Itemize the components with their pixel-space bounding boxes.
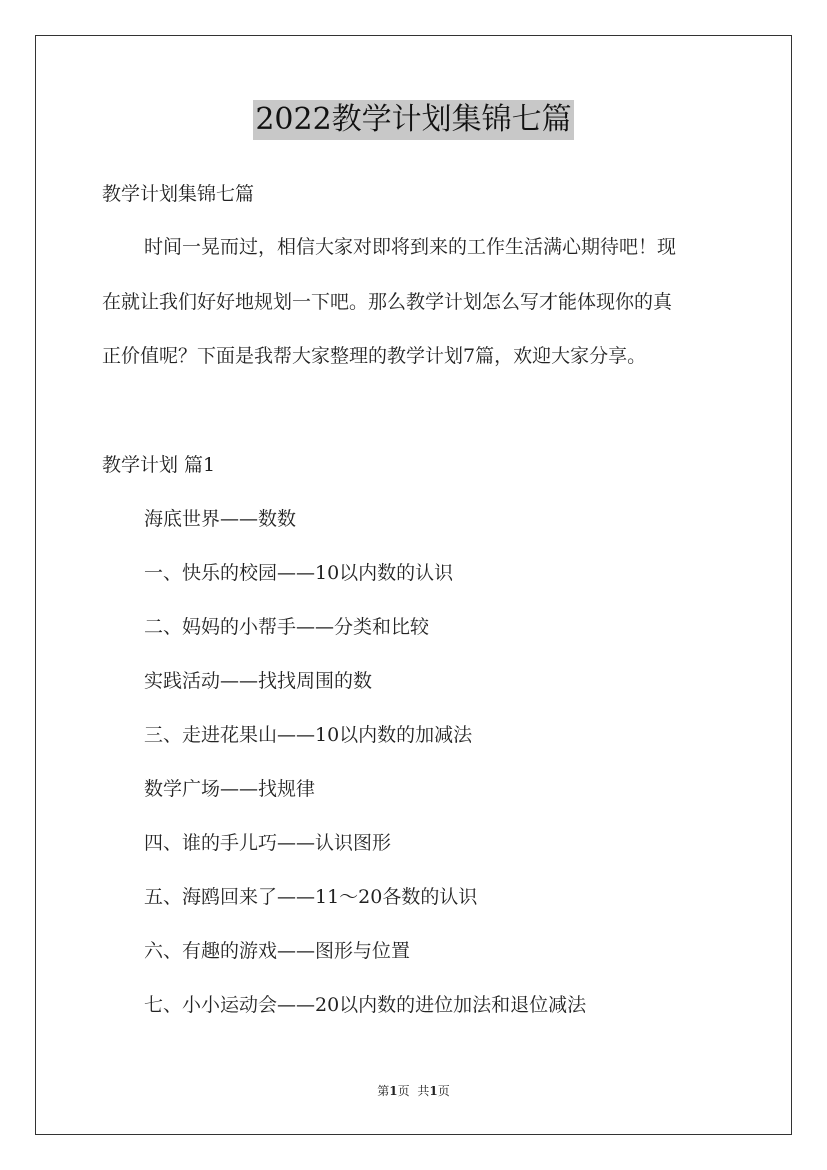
list-item: 七、小小运动会——20以内数的进位加法和退位减法: [144, 994, 587, 1016]
footer-page-number: 1: [389, 1084, 398, 1098]
footer-page-prefix: 第: [377, 1084, 390, 1098]
intro-line-1: 时间一晃而过，相信大家对即将到来的工作生活满心期待吧！现: [144, 236, 677, 258]
list-item: 实践活动——找找周围的数: [144, 670, 373, 692]
list-item: 三、走进花果山——10以内数的加减法: [144, 724, 473, 746]
title-container: [0, 100, 827, 140]
list-item: 二、妈妈的小帮手——分类和比较: [144, 616, 430, 638]
list-item: 四、谁的手儿巧——认识图形: [144, 832, 392, 854]
page-footer: [0, 1083, 827, 1099]
footer-total-prefix: 共: [417, 1084, 430, 1098]
document-subtitle: 教学计划集锦七篇: [102, 183, 255, 205]
footer-page-suffix: 页: [397, 1084, 410, 1098]
list-item: 一、快乐的校园——10以内数的认识: [144, 562, 454, 584]
intro-line-2: 在就让我们好好地规划一下吧。那么教学计划怎么写才能体现你的真: [102, 291, 673, 313]
document-title: 2022教学计划集锦七篇: [253, 100, 573, 140]
list-item: 数学广场——找规律: [144, 778, 316, 800]
list-item: 五、海鸥回来了——11～20各数的认识: [144, 886, 478, 908]
intro-line-3: 正价值呢？下面是我帮大家整理的教学计划7篇，欢迎大家分享。: [102, 345, 647, 367]
footer-total-suffix: 页: [437, 1084, 450, 1098]
section-heading: 教学计划 篇1: [102, 454, 216, 476]
list-item: 海底世界——数数: [144, 508, 297, 530]
footer-total-number: 1: [429, 1084, 438, 1098]
list-item: 六、有趣的游戏——图形与位置: [144, 940, 411, 962]
